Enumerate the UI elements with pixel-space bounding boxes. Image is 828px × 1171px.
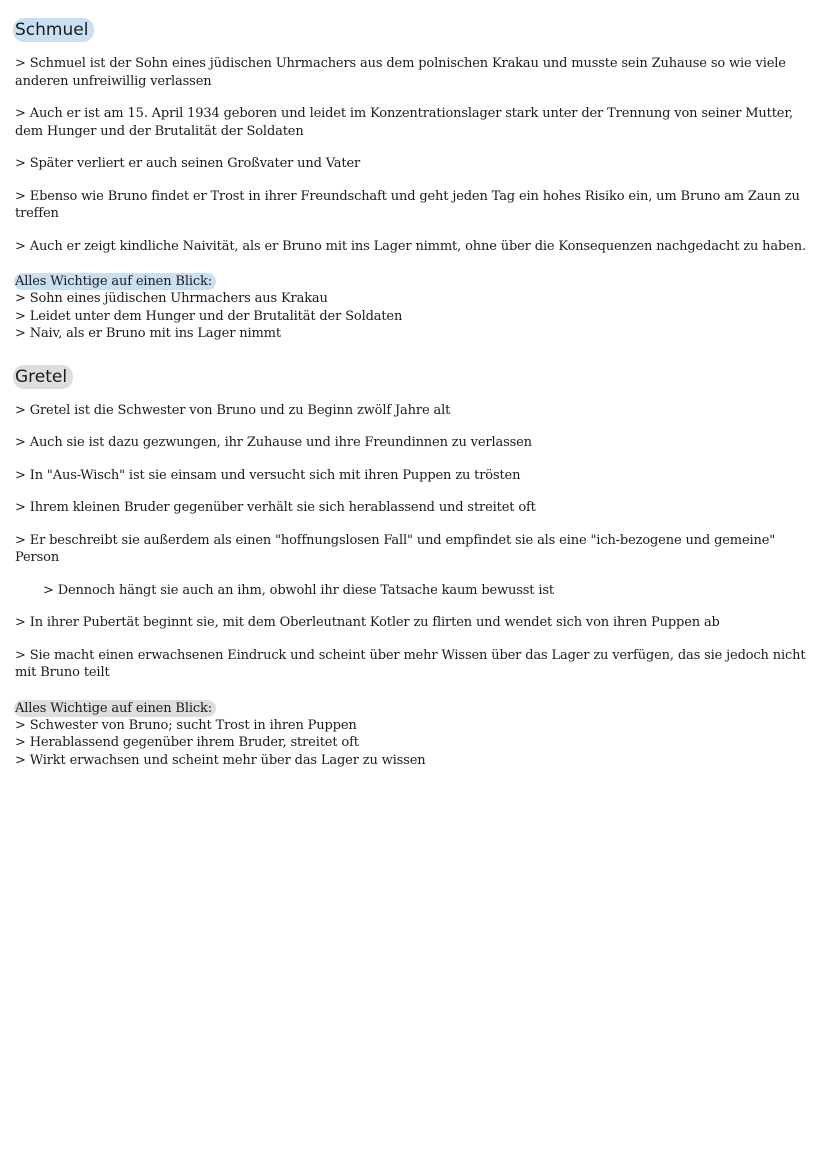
summary-title: Alles Wichtige auf einen Blick:: [14, 273, 216, 290]
summary-title: Alles Wichtige auf einen Blick:: [14, 700, 216, 717]
bullet-item: > Auch er ist am 15. April 1934 geboren und leidet im Konzentrationslager stark unter der Trennung von seiner Mutter, dem Hunger und der Brutalität der Soldaten: [15, 106, 793, 139]
summary-box-gretel: [15, 697, 813, 770]
summary-line: > Wirkt erwachsen und scheint mehr über das Lager zu wissen: [15, 752, 426, 768]
bullet-item: > In ihrer Pubertät beginnt sie, mit dem Oberleutnant Kotler zu flirten und wendet sich von ihren Puppen ab: [15, 615, 720, 630]
summary-line: > Naiv, als er Bruno mit ins Lager nimmt: [15, 326, 281, 341]
bullet-item: > Schmuel ist der Sohn eines jüdischen Uhrmachers aus dem polnischen Krakau und musste sein Zuhause so wie viele anderen unfreiwillig verlassen: [15, 56, 786, 89]
bullet-item: > Auch sie ist dazu gezwungen, ihr Zuhause und ihre Freundinnen zu verlassen: [15, 435, 532, 450]
section-title-gretel: Gretel: [13, 365, 73, 389]
bullet-item: > Später verliert er auch seinen Großvater und Vater: [15, 156, 361, 171]
bullet-item: > In "Aus-Wisch" ist sie einsam und versucht sich mit ihren Puppen zu trösten: [15, 467, 521, 483]
bullet-item: > Auch er zeigt kindliche Naivität, als er Bruno mit ins Lager nimmt, ohne über die Konsequenzen nachgedacht zu haben.: [15, 238, 806, 254]
section-gretel: [15, 365, 813, 770]
bullet-item: > Er beschreibt sie außerdem als einen "hoffnungslosen Fall" und empfindet sie als eine "ich-bezogene und gemeine" Person: [15, 532, 776, 565]
section-title-schmuel: Schmuel: [13, 18, 94, 42]
summary-line: > Leidet unter dem Hunger und der Brutalität der Soldaten: [15, 308, 403, 324]
bullet-item: > Gretel ist die Schwester von Bruno und zu Beginn zwölf Jahre alt: [15, 402, 451, 418]
bullet-item: > Ihrem kleinen Bruder gegenüber verhält sie sich herablassend und streitet oft: [15, 500, 536, 515]
summary-line: > Sohn eines jüdischen Uhrmachers aus Krakau: [15, 291, 328, 306]
bullet-item: > Ebenso wie Bruno findet er Trost in ihrer Freundschaft und geht jeden Tag ein hohes Risiko ein, um Bruno am Zaun zu treffen: [15, 188, 800, 221]
section-schmuel: [15, 18, 813, 343]
bullet-item: > Sie macht einen erwachsenen Eindruck und scheint über mehr Wissen über das Lager zu verfügen, das sie jedoch nicht mit Bruno teilt: [15, 647, 806, 680]
bullet-item-indented: > Dennoch hängt sie auch an ihm, obwohl ihr diese Tatsache kaum bewusst ist: [43, 582, 554, 598]
summary-box-schmuel: [15, 270, 813, 343]
summary-line: > Schwester von Bruno; sucht Trost in ihren Puppen: [15, 717, 357, 733]
document-page: [15, 18, 813, 769]
summary-line: > Herablassend gegenüber ihrem Bruder, streitet oft: [15, 735, 359, 750]
